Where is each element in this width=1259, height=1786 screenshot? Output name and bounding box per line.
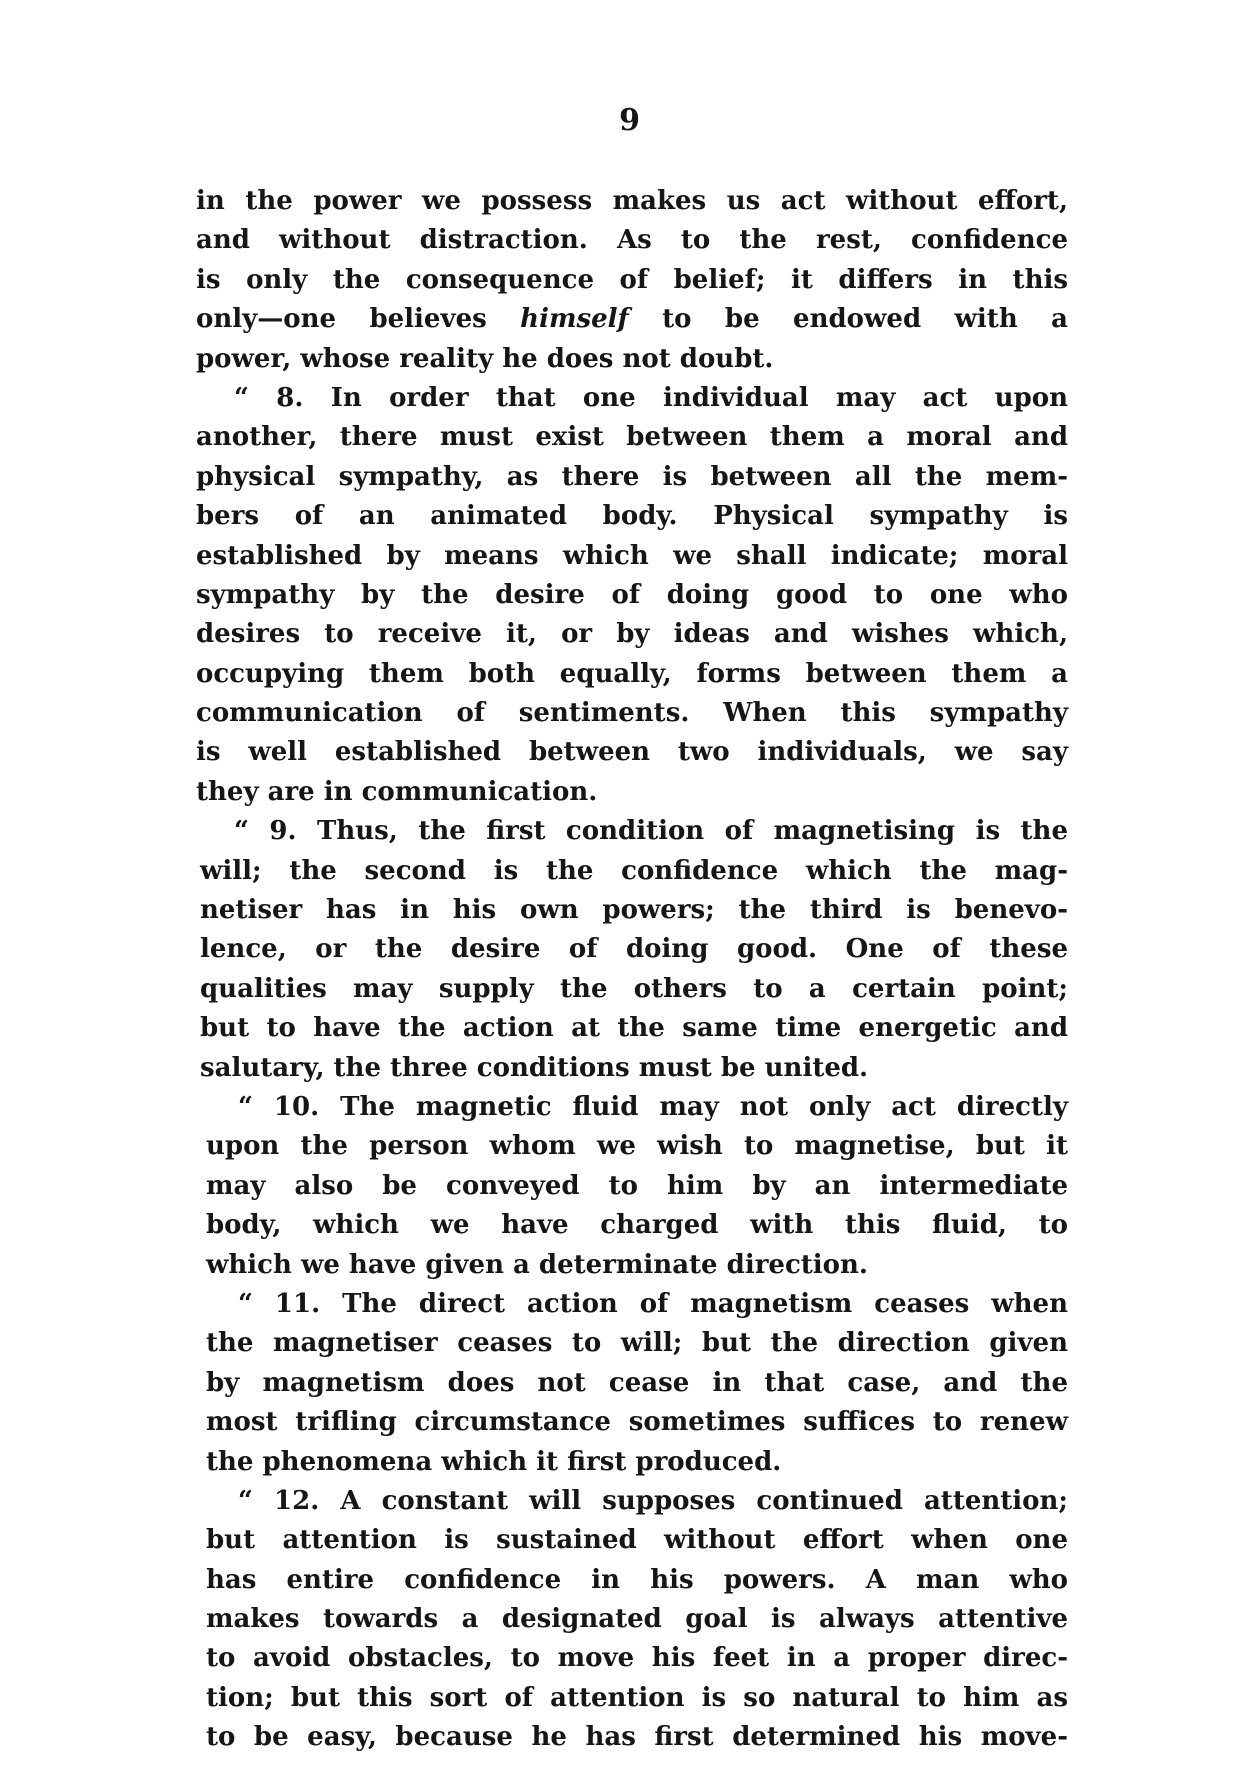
text-line: “ 12. A constant will supposes continued attention; bbox=[238, 1485, 1068, 1516]
text-line: bers of an animated body. Physical sympathy is bbox=[196, 501, 1068, 532]
text-line: netiser has in his own powers; the third is benevo- bbox=[200, 895, 1068, 926]
text-line: established by means which we shall indicate; moral bbox=[196, 540, 1068, 571]
text-line: “ 11. The direct action of magnetism ceases when bbox=[238, 1288, 1068, 1319]
body-text bbox=[196, 182, 1068, 1758]
page-number: 9 bbox=[619, 103, 640, 138]
text-line: upon the person whom we wish to magnetise, but it bbox=[206, 1131, 1068, 1162]
text-line: but attention is sustained without effort when one bbox=[206, 1525, 1068, 1556]
text-line: the magnetiser ceases to will; but the direction given bbox=[206, 1328, 1068, 1359]
text-line: “ 10. The magnetic fluid may not only act directly bbox=[238, 1091, 1068, 1122]
text-line: occupying them both equally, forms between them a bbox=[196, 658, 1068, 689]
text-line: to avoid obstacles, to move his feet in a proper direc- bbox=[206, 1643, 1068, 1674]
text-line: makes towards a designated goal is always attentive bbox=[206, 1604, 1068, 1635]
text-line: most trifling circumstance sometimes suffices to renew bbox=[206, 1407, 1068, 1438]
text-line: will; the second is the confidence which the mag- bbox=[200, 855, 1068, 886]
text-line: communication of sentiments. When this sympathy bbox=[196, 698, 1068, 729]
text-line: only—one believes himself to be endowed with a bbox=[196, 304, 1068, 335]
text-line: to be easy, because he has first determined his move- bbox=[206, 1722, 1068, 1753]
text-line: another, there must exist between them a moral and bbox=[196, 422, 1068, 453]
text-line: power, whose reality he does not doubt. bbox=[196, 343, 774, 374]
text-line: sympathy by the desire of doing good to one who bbox=[196, 579, 1068, 610]
text-line: “ 9. Thus, the first condition of magnetising is the bbox=[234, 816, 1068, 847]
text-line: lence, or the desire of doing good. One of these bbox=[200, 934, 1068, 965]
text-line: “ 8. In order that one individual may act upon bbox=[234, 382, 1068, 413]
text-line: qualities may supply the others to a certain point; bbox=[200, 973, 1068, 1004]
text-line: but to have the action at the same time energetic and bbox=[200, 1013, 1068, 1044]
text-line: salutary, the three conditions must be united. bbox=[200, 1052, 869, 1083]
text-line: they are in communication. bbox=[196, 776, 598, 807]
text-line: is only the consequence of belief; it differs in this bbox=[196, 264, 1068, 295]
text-line: body, which we have charged with this fluid, to bbox=[206, 1210, 1068, 1241]
text-line: has entire confidence in his powers. A man who bbox=[206, 1564, 1068, 1595]
text-line: which we have given a determinate direction. bbox=[206, 1249, 868, 1280]
text-line: tion; but this sort of attention is so natural to him as bbox=[206, 1682, 1068, 1713]
text-line: and without distraction. As to the rest, confidence bbox=[196, 225, 1068, 256]
text-line: desires to receive it, or by ideas and wishes which, bbox=[196, 619, 1068, 650]
text-line: physical sympathy, as there is between all the mem- bbox=[196, 461, 1068, 492]
text-line: the phenomena which it first produced. bbox=[206, 1446, 782, 1477]
text-line: by magnetism does not cease in that case, and the bbox=[206, 1367, 1068, 1398]
text-line: in the power we possess makes us act without effort, bbox=[196, 186, 1068, 216]
text-line: is well established between two individuals, we say bbox=[196, 737, 1068, 768]
text-line: may also be conveyed to him by an intermediate bbox=[206, 1170, 1068, 1201]
